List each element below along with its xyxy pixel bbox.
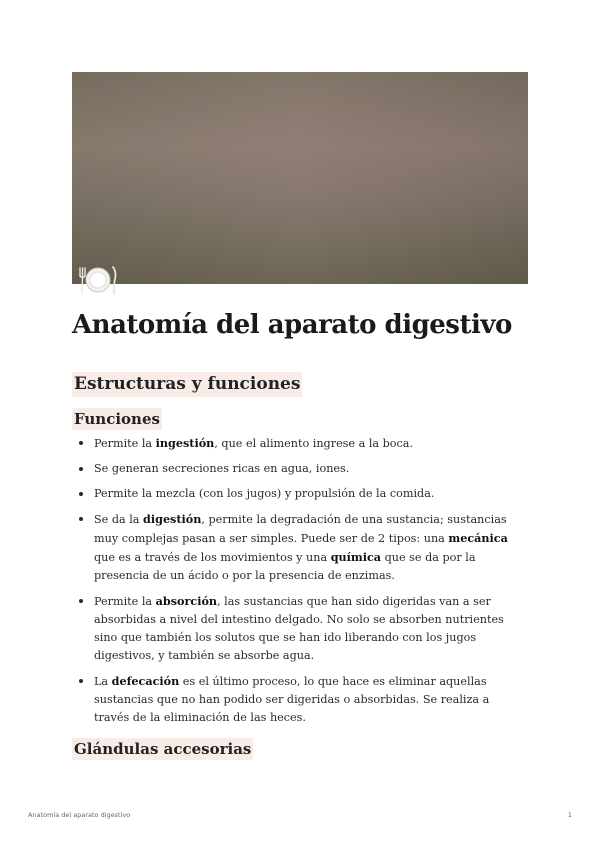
list-item-text: Permite la	[94, 437, 156, 450]
bold-term: química	[330, 550, 382, 564]
list-item-text: Permite la mezcla (con los jugos) y propulsión de la comida.	[94, 487, 435, 500]
page-title: Anatomía del aparato digestivo	[72, 310, 512, 340]
subsection-heading-funciones: Funciones	[74, 410, 160, 428]
list-item	[72, 672, 528, 727]
bold-term: defecación	[111, 674, 180, 688]
bold-term: absorción	[155, 594, 218, 608]
functions-list	[72, 434, 528, 734]
list-item-text: , las sustancias que han sido digeridas van a ser absorbidas a nivel del intestino delgado. No solo se absorben nutrientes sino que también los solutos que se han ido liberando con los jugos digestivos, y también se absorbe agua.	[94, 595, 504, 662]
cover-image	[72, 72, 528, 284]
list-item-text: Se da la	[94, 513, 144, 526]
footer-page-number: 1	[567, 811, 572, 819]
list-item	[72, 434, 528, 453]
bold-term: digestión	[143, 512, 202, 526]
subsection-heading-glandulas: Glándulas accesorias	[74, 740, 252, 758]
list-item	[72, 510, 528, 585]
list-item	[72, 592, 528, 665]
section-heading: Estructuras y funciones	[72, 372, 302, 397]
list-item-text: es el último proceso, lo que hace es eliminar aquellas sustancias que no han podido ser digeridas o absorbidas. Se realiza a través de la eliminación de las heces.	[94, 675, 490, 724]
list-item	[72, 460, 528, 478]
bold-term: mecánica	[448, 531, 508, 545]
list-item-text: Se generan secreciones ricas en agua, iones.	[94, 462, 350, 475]
plate-fork-knife-icon	[76, 262, 120, 298]
footer-doc-name: Anatomía del aparato digestivo	[28, 811, 131, 819]
list-item-text: que se da por la presencia de un ácido o por la presencia de enzimas.	[94, 551, 476, 582]
list-item-text: que es a través de los movimientos y una	[94, 551, 331, 564]
list-item	[72, 485, 528, 503]
bold-term: ingestión	[155, 436, 215, 450]
list-item-text: , que el alimento ingrese a la boca.	[214, 437, 414, 450]
list-item-text: , permite la degradación de una sustancia; sustancias muy complejas pasan a ser simples. Puede ser de 2 tipos: una	[94, 513, 507, 545]
list-item-text: Permite la	[94, 595, 156, 608]
list-item-text: La	[94, 675, 112, 688]
